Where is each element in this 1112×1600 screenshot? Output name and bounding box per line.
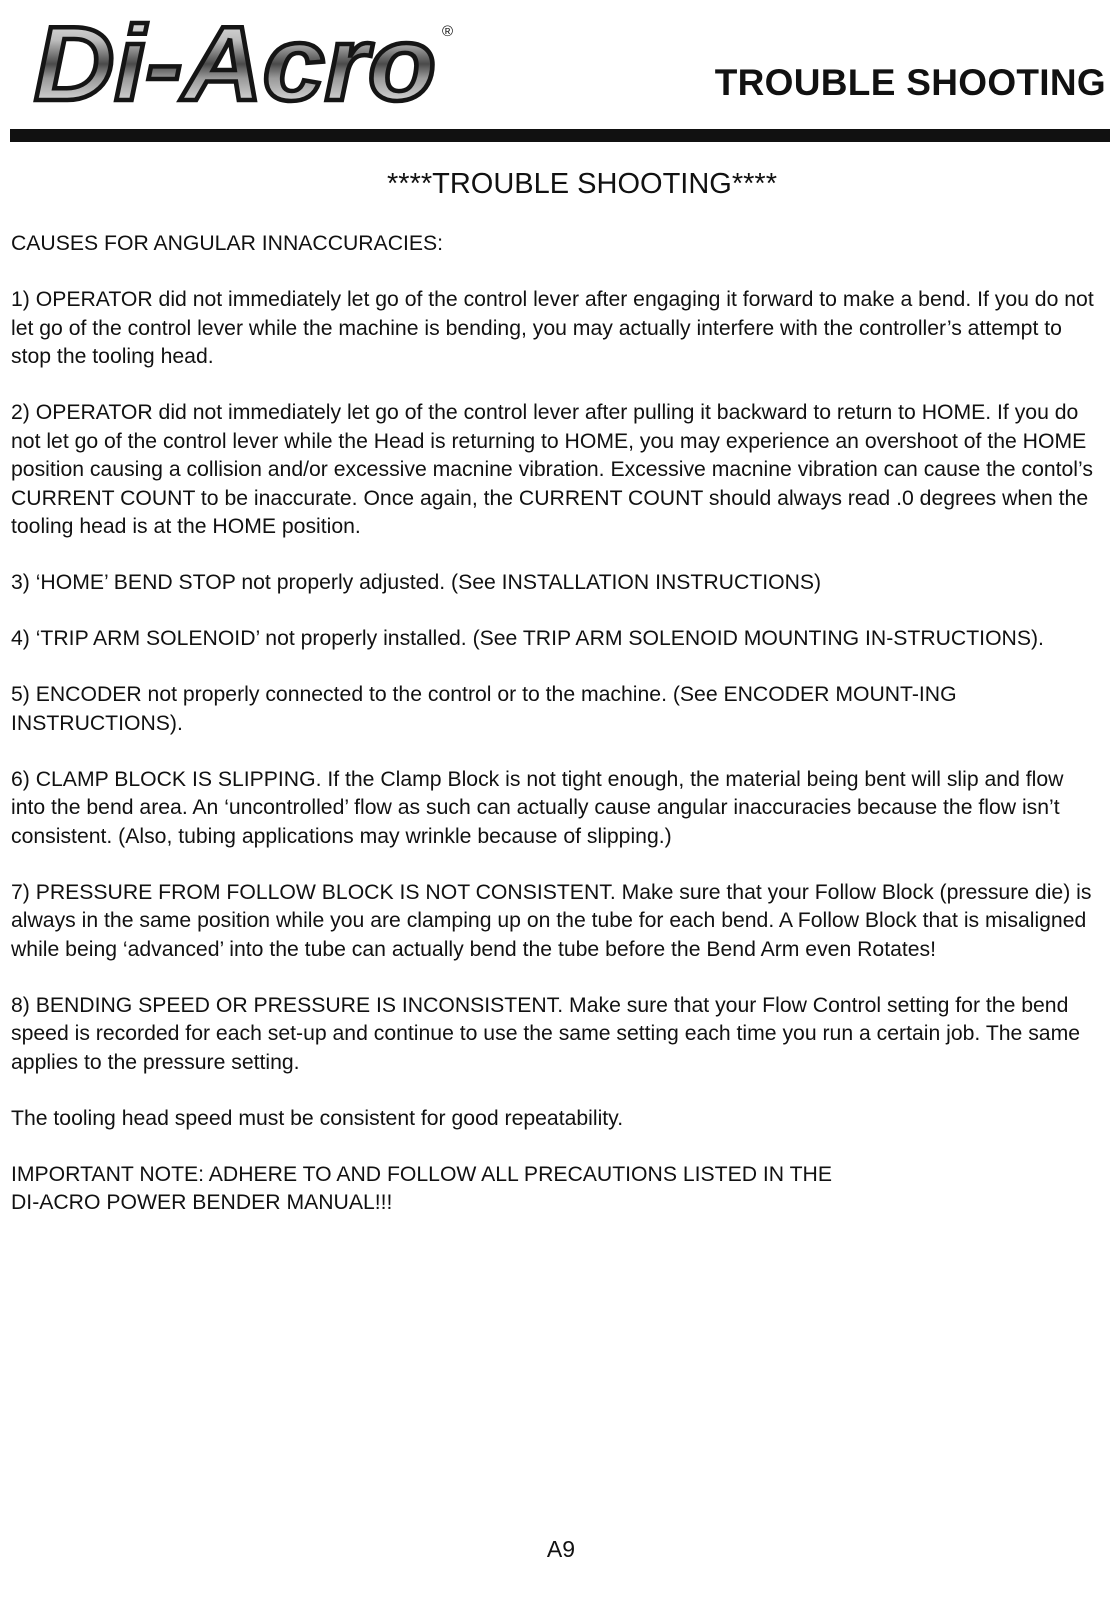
important-note-line-2: DI-ACRO POWER BENDER MANUAL!!! [11,1191,393,1214]
page-number: A9 [546,1536,576,1562]
paragraph-1: 1) OPERATOR did not immediately let go of the control lever after engaging it forward to make a bend. If you do not let go of the control lever while the machine is bending, you may actually interfere with the controller’s attempt to stop the tooling head. [11,288,1094,368]
paragraph-6: 6) CLAMP BLOCK IS SLIPPING. If the Clamp Block is not tight enough, the material being bent will slip and flow into the bend area. An ‘uncontrolled’ flow as such can actually cause angular inaccuracies because the flow isn’t consistent. (Also, tubing applications may wrinkle because of slipping.) [11,767,1064,848]
header-title: TROUBLE SHOOTING [714,62,1106,103]
svg-text:®: ® [442,23,454,40]
paragraph-9: The tooling head speed must be consistent for good repeatability. [11,1106,624,1130]
header-rule [10,129,1110,142]
paragraph-7: 7) PRESSURE FROM FOLLOW BLOCK IS NOT CONSISTENT. Make sure that your Follow Block (pressure die) is always in the same position while you are clamping up on the tube for each bend. A Follow Block that is misaligned while being ‘advanced’ into the tube can actually bend the tube before the Bend Arm even Rotates! [11,880,1092,961]
important-note-line-1: IMPORTANT NOTE: ADHERE TO AND FOLLOW ALL PRECAUTIONS LISTED IN THE [11,1162,832,1186]
paragraph-8: 8) BENDING SPEED OR PRESSURE IS INCONSISTENT. Make sure that your Flow Control setting for the bend speed is recorded for each set-up and continue to use the same setting each time you run a certain job. The same applies to the pressure setting. [11,993,1081,1074]
svg-text:Di-Acro: Di-Acro [34,5,437,108]
document-heading: ****TROUBLE SHOOTING**** [387,168,777,200]
paragraph-5: 5) ENCODER not properly connected to the control or to the machine. (See ENCODER MOUNT-ING INSTRUCTIONS). [11,683,957,735]
important-note [11,1161,1101,1218]
paragraph-4: 4) ‘TRIP ARM SOLENOID’ not properly installed. (See TRIP ARM SOLENOID MOUNTING IN-STRUCTIONS). [11,627,1044,650]
paragraph-3: 3) ‘HOME’ BEND STOP not properly adjusted. (See INSTALLATION INSTRUCTIONS) [11,571,822,594]
section-title: CAUSES FOR ANGULAR INNACCURACIES: [11,232,444,255]
paragraph-2: 2) OPERATOR did not immediately let go of the control lever after pulling it backward to return to HOME. If you do not let go of the control lever while the Head is returning to HOME, you may experience an overshoot of the HOME position causing a collision and/or excessive macnine vibration. Excessive macnine vibration can cause the contol’s CURRENT COUNT to be inaccurate. Once again, the CURRENT COUNT should always read .0 degrees when the tooling head is at the HOME position. [11,401,1093,538]
di-acro-logo [30,4,470,108]
document-body [11,230,1101,1245]
